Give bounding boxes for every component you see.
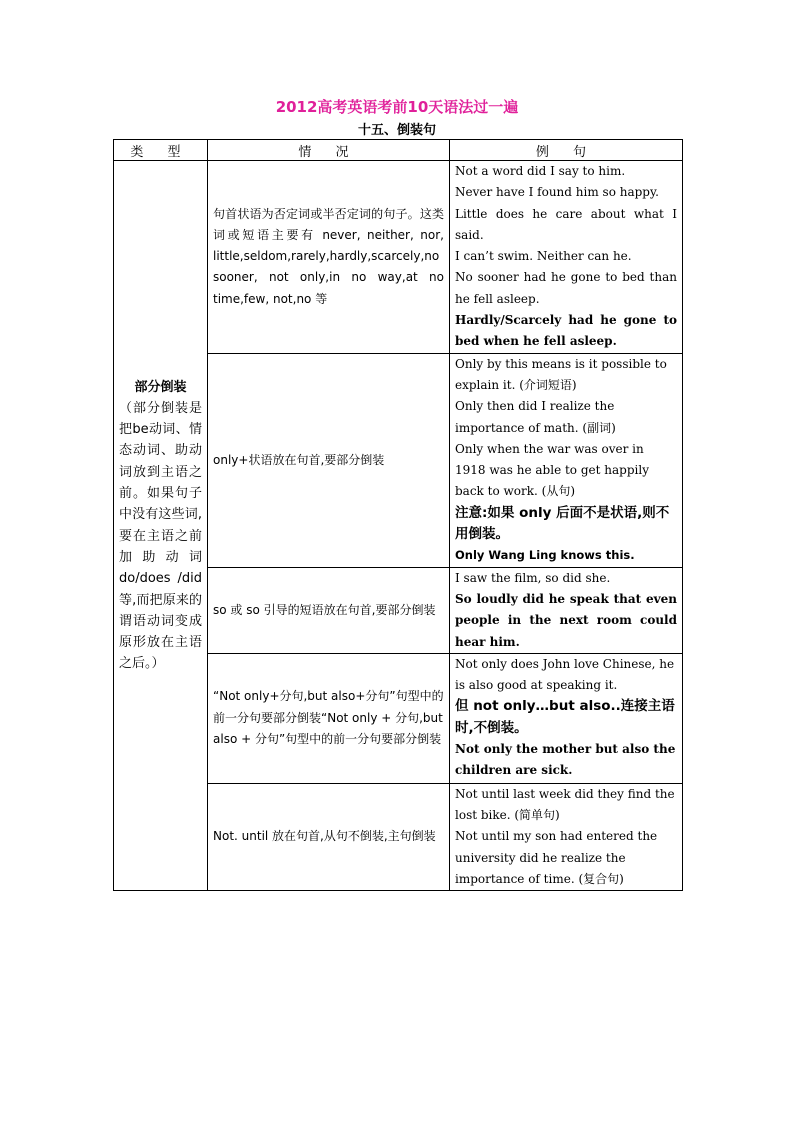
- document-title: 2012高考英语考前10天语法过一遍: [275, 98, 519, 116]
- header-situation: 情 况: [208, 140, 450, 161]
- header-row: [114, 140, 683, 161]
- note-text: 但 not only…but also..连接主语时,不倒装。: [455, 698, 675, 736]
- situation-cell: “Not only+分句,but also+分句”句型中的前一分句要部分倒装“Not only + 分句,but also + 分句”句型中的前一分句要部分倒装: [208, 653, 450, 783]
- header-type: 类 型: [114, 140, 208, 161]
- example-sentence: Not only the mother but also the children are sick.: [455, 742, 676, 778]
- example-sentence: Not only does John love Chinese, he is also good at speaking it.: [455, 656, 675, 693]
- example-sentence: I saw the film, so did she.: [455, 570, 611, 585]
- example-sentence: Hardly/Scarcely had he gone to bed when he fell asleep.: [455, 313, 677, 349]
- example-sentence: Not until last week did they find the lost bike. (简单句): [455, 786, 675, 823]
- inversion-table: [113, 139, 683, 891]
- example-sentence: Only Wang Ling knows this.: [455, 548, 635, 563]
- example-cell: [450, 653, 683, 783]
- situation-cell: only+状语放在句首,要部分倒装: [208, 353, 450, 567]
- example-sentence: Never have I found him so happy.: [455, 185, 659, 200]
- example-cell: [450, 783, 683, 890]
- example-sentence: Little does he care about what I said.: [455, 206, 677, 242]
- example-cell: [450, 353, 683, 567]
- example-sentence: I can’t swim. Neither can he.: [455, 249, 632, 264]
- note-text: 注意:如果 only 后面不是状语,则不用倒装。: [455, 504, 670, 543]
- situation-cell: 句首状语为否定词或半否定词的句子。这类词或短语主要有 never, neither, nor, little,seldom,rarely,hardly,scarcely,no sooner, not only,in no way,at no time,few, not,no 等: [208, 161, 450, 354]
- header-example: 例 句: [450, 140, 683, 161]
- type-cell: [114, 161, 208, 891]
- type-label: 部分倒装: [134, 379, 187, 395]
- type-note: （部分倒装是把be动词、情态动词、助动词放到主语之前。如果句子中没有这些词,要在主语之前加助动词do/does /did等,而把原来的谓语动词变成原形放在主语之后。）: [119, 400, 202, 672]
- example-sentence: Not a word did I say to him.: [455, 164, 626, 178]
- example-sentence: Only when the war was over in 1918 was he able to get happily back to work. (从句): [455, 441, 649, 499]
- example-sentence: Only by this means is it possible to explain it. (介词短语): [455, 356, 667, 392]
- example-sentence: No sooner had he gone to bed than he fell asleep.: [455, 270, 677, 306]
- example-sentence: Not until my son had entered the university did he realize the importance of time. (复合句): [455, 829, 658, 887]
- table-row: [114, 161, 683, 354]
- situation-cell: Not. until 放在句首,从句不倒装,主句倒装: [208, 783, 450, 890]
- example-sentence: Only then did I realize the importance of math. (副词): [455, 399, 616, 435]
- example-cell: [450, 161, 683, 354]
- situation-cell: so 或 so 引导的短语放在句首,要部分倒装: [208, 567, 450, 653]
- example-cell: [450, 567, 683, 653]
- example-sentence: So loudly did he speak that even people in the next room could hear him.: [455, 591, 677, 649]
- section-subtitle: 十五、倒装句: [357, 123, 436, 138]
